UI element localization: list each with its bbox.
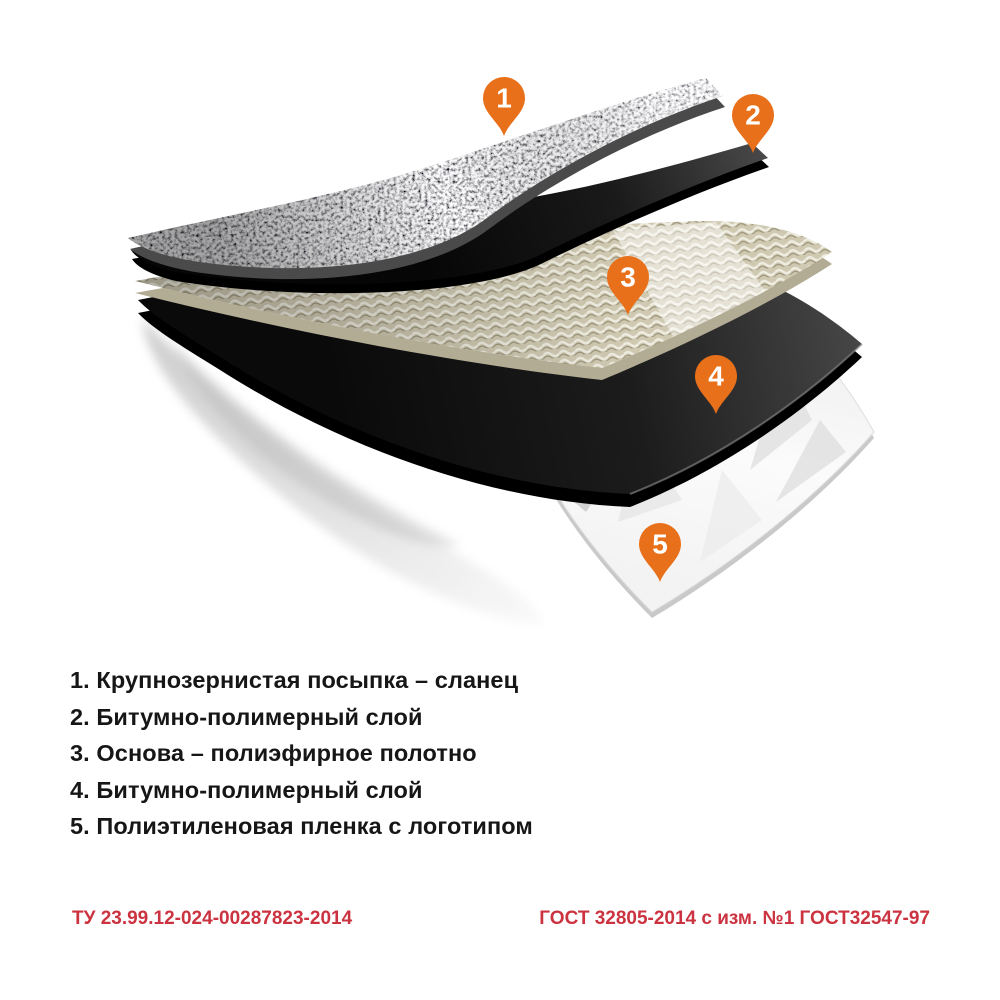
tu-standard-label: ТУ 23.99.12-024-00287823-2014 <box>72 908 353 929</box>
legend-item-2: 2. Битумно-полимерный слой <box>70 703 423 730</box>
marker-pin-2 <box>732 94 774 153</box>
legend-item-5: 5. Полиэтиленовая пленка с логотипом <box>70 813 533 840</box>
gost-standard-label: ГОСТ 32805-2014 с изм. №1 ГОСТ32547-97 <box>539 908 930 929</box>
marker-number: 3 <box>620 261 636 293</box>
legend-item-4: 4. Битумно-полимерный слой <box>70 776 423 803</box>
marker-number: 1 <box>496 82 512 114</box>
marker-pin-1 <box>483 77 525 136</box>
marker-number: 4 <box>708 360 724 392</box>
legend-list <box>70 662 533 845</box>
marker-number: 5 <box>652 528 668 560</box>
legend-item-3: 3. Основа – полиэфирное полотно <box>70 740 477 767</box>
marker-number: 2 <box>745 99 761 131</box>
legend-item-1: 1. Крупнозернистая посыпка – сланец <box>70 667 519 693</box>
